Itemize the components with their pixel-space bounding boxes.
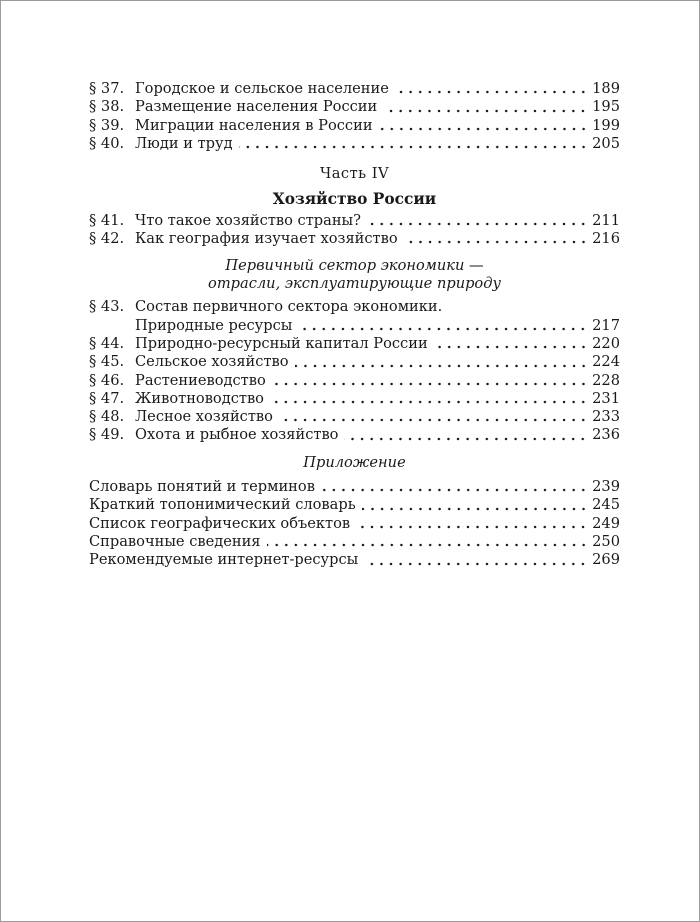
toc-entry-title: Список географических объектов xyxy=(89,514,351,532)
toc-entry-page: 250 xyxy=(592,532,620,550)
toc-entry-title: Справочные сведения xyxy=(89,532,261,550)
toc-entry-title: Словарь понятий и терминов xyxy=(89,478,315,496)
subsection-heading xyxy=(89,257,620,293)
toc-entry-number: § 48. xyxy=(89,408,125,426)
toc-entry-38[interactable] xyxy=(89,98,620,116)
toc-entry-title: Природно-ресурсный капитал России xyxy=(135,334,428,352)
toc-entry-page: 199 xyxy=(592,116,620,134)
dot-leader xyxy=(356,525,588,529)
dot-leader xyxy=(379,127,588,131)
toc-entry-47[interactable] xyxy=(89,390,620,408)
dot-leader xyxy=(267,543,588,547)
dot-leader xyxy=(364,562,588,566)
toc-entry-internet-resources[interactable] xyxy=(89,551,620,569)
toc-entry-title: Природные ресурсы xyxy=(135,316,293,334)
toc-entry-title: Сельское хозяйство xyxy=(135,353,289,371)
toc-entry-40[interactable] xyxy=(89,135,620,153)
toc-entry-43-continued[interactable] xyxy=(89,317,620,335)
toc-entry-45[interactable] xyxy=(89,353,620,371)
toc-entry-39[interactable] xyxy=(89,117,620,135)
toc-entry-title: Что такое хозяйство страны? xyxy=(135,211,361,229)
toc-entry-title: Охота и рыбное хозяйство xyxy=(135,426,339,444)
part-heading: Хозяйство России xyxy=(272,190,437,209)
toc-block-appendix xyxy=(89,478,620,569)
toc-entry-glossary[interactable] xyxy=(89,478,620,496)
dot-leader xyxy=(321,488,588,492)
dot-leader xyxy=(270,400,588,404)
toc-entry-48[interactable] xyxy=(89,408,620,426)
toc-entry-page: 228 xyxy=(592,371,620,389)
toc-entry-title: Городское и сельское население xyxy=(135,80,389,97)
dot-leader xyxy=(239,145,588,149)
dot-leader xyxy=(362,507,588,511)
toc-entry-title: Состав первичного сектора экономики. xyxy=(135,298,443,316)
toc-entry-number: § 41. xyxy=(89,211,125,229)
toc-entry-reference-info[interactable] xyxy=(89,533,620,551)
toc-entry-page: 269 xyxy=(592,551,620,569)
part-label: Часть IV xyxy=(319,165,390,183)
toc-entry-title: Люди и труд xyxy=(135,134,233,152)
toc-entry-number: § 44. xyxy=(89,334,125,352)
toc-entry-number: § 38. xyxy=(89,98,125,116)
toc-entry-37[interactable] xyxy=(89,80,620,98)
toc-entry-title: Размещение населения России xyxy=(135,98,378,116)
toc-block-population xyxy=(89,80,620,153)
toc-entry-title: Лесное хозяйство xyxy=(135,408,273,426)
toc-entry-page: 195 xyxy=(592,98,620,116)
toc-entry-number: § 37. xyxy=(89,80,125,97)
toc-entry-toponymic-dictionary[interactable] xyxy=(89,496,620,514)
toc-entry-page: 249 xyxy=(592,514,620,532)
toc-entry-page: 189 xyxy=(592,80,620,97)
toc-entry-title: Краткий топонимический словарь xyxy=(89,496,356,514)
subsection-heading-line: отрасли, эксплуатирующие природу xyxy=(208,275,501,293)
toc-entry-geographic-objects[interactable] xyxy=(89,515,620,533)
toc-entry-title: Животноводство xyxy=(135,389,264,407)
toc-entry-page: 224 xyxy=(592,353,620,371)
toc-entry-title: Рекомендуемые интернет-ресурсы xyxy=(89,551,359,569)
toc-entry-page: 211 xyxy=(592,211,620,229)
dot-leader xyxy=(395,90,588,94)
toc-entry-number: § 46. xyxy=(89,371,125,389)
toc-entry-page: 239 xyxy=(592,478,620,496)
toc-entry-page: 205 xyxy=(592,134,620,152)
toc-entry-page: 231 xyxy=(592,389,620,407)
subsection-heading-line: Первичный сектор экономики — xyxy=(225,257,484,275)
dot-leader xyxy=(298,327,588,331)
dot-leader xyxy=(279,418,588,422)
toc-entry-42[interactable] xyxy=(89,230,620,248)
toc-block-primary-sector xyxy=(89,298,620,444)
toc-entry-number: § 39. xyxy=(89,116,125,134)
toc-entry-number: § 42. xyxy=(89,230,125,248)
toc-entry-41[interactable] xyxy=(89,212,620,230)
toc-entry-49[interactable] xyxy=(89,426,620,444)
dot-leader xyxy=(434,345,588,349)
toc-entry-43[interactable] xyxy=(89,298,620,316)
toc-entry-number: § 43. xyxy=(89,298,125,316)
toc-entry-title: Миграции населения в России xyxy=(135,116,373,134)
toc-entry-page: 217 xyxy=(592,316,620,334)
dot-leader xyxy=(272,382,588,386)
toc-entry-number: § 47. xyxy=(89,389,125,407)
dot-leader xyxy=(367,222,588,226)
dot-leader xyxy=(344,437,588,441)
toc-entry-44[interactable] xyxy=(89,335,620,353)
toc-entry-46[interactable] xyxy=(89,372,620,390)
toc-entry-page: 233 xyxy=(592,408,620,426)
toc-entry-number: § 49. xyxy=(89,426,125,444)
toc-entry-page: 245 xyxy=(592,496,620,514)
toc-entry-page: 220 xyxy=(592,334,620,352)
toc-entry-number: § 40. xyxy=(89,134,125,152)
toc-block-economy xyxy=(89,212,620,249)
toc-entry-page: 216 xyxy=(592,230,620,248)
toc-entry-number: § 45. xyxy=(89,353,125,371)
dot-leader xyxy=(404,240,588,244)
toc-entry-title: Как география изучает хозяйство xyxy=(135,230,398,248)
table-of-contents xyxy=(89,80,620,570)
toc-entry-title: Растениеводство xyxy=(135,371,266,389)
toc-entry-page: 236 xyxy=(592,426,620,444)
appendix-heading: Приложение xyxy=(303,453,406,471)
dot-leader xyxy=(295,364,588,368)
dot-leader xyxy=(383,109,588,113)
